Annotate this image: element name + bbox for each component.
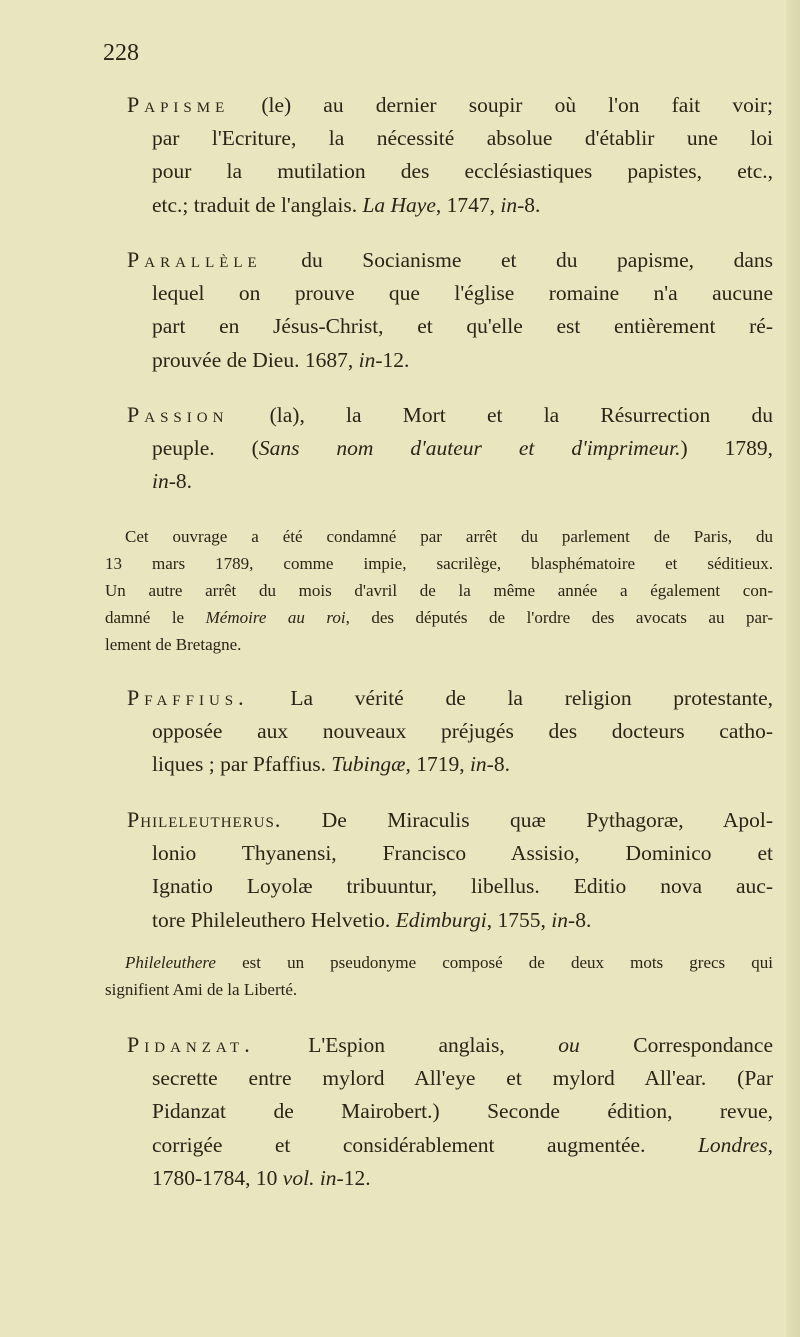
text-segment: , 1719, — [405, 752, 470, 776]
entry-headword: Pidanzat. — [127, 1032, 255, 1057]
text-line — [127, 398, 773, 431]
text-line — [152, 432, 773, 465]
text-line — [127, 88, 773, 121]
text-line — [127, 1028, 773, 1061]
text-segment: Pidanzat de Mairobert.) Seconde édition, revue, — [152, 1099, 773, 1123]
text-line — [127, 681, 773, 714]
text-segment: est un pseudonyme composé de deux mots grecs qui — [215, 953, 773, 972]
text-segment: La vérité de la religion protestante, — [248, 686, 773, 710]
text-line — [152, 1062, 773, 1095]
italic-text: Phileleuthere — [125, 953, 216, 972]
text-segment: liques ; par Pfaffius. — [152, 752, 332, 776]
entry-headword: Papisme — [127, 92, 230, 117]
text-line — [152, 277, 773, 310]
italic-text: in — [500, 192, 518, 217]
text-segment: lement de Bretagne. — [105, 635, 242, 654]
text-line — [105, 604, 773, 631]
text-segment: Un autre arrêt du mois d'avril de la même année a également con- — [105, 581, 773, 600]
text-line — [105, 550, 773, 577]
text-segment: Cet ouvrage a été condamné par arrêt du parlement de Paris, du — [125, 527, 773, 546]
text-segment: , — [767, 1132, 773, 1157]
text-segment: damné le — [105, 608, 206, 627]
text-line — [127, 243, 773, 276]
entry-headword: Passion — [127, 402, 229, 427]
italic-text: in — [469, 752, 487, 776]
text-segment: Correspondance — [579, 1033, 773, 1057]
text-segment: corrigée et considérablement augmentée. — [152, 1132, 698, 1157]
text-line — [152, 122, 773, 155]
italic-text: in — [152, 469, 169, 493]
entry-headword: Parallèle — [127, 247, 262, 272]
text-segment: L'Espion anglais, — [254, 1033, 559, 1057]
text-segment: etc.; traduit de l'anglais. — [152, 192, 363, 217]
text-segment: -8. — [486, 752, 510, 776]
text-segment: lequel on prouve que l'église romaine n'a aucune — [152, 280, 773, 305]
text-segment: De Miraculis quæ Pythagoræ, Apol- — [281, 808, 773, 832]
italic-text: ou — [558, 1033, 580, 1057]
text-line — [127, 803, 773, 836]
text-segment: 13 mars 1789, comme impie, sacrilège, blasphématoire et séditieux. — [105, 554, 773, 573]
text-line — [152, 344, 773, 377]
page-number: 228 — [103, 40, 139, 66]
italic-text: Tubingæ — [331, 752, 406, 776]
text-line — [105, 631, 773, 658]
italic-text: in — [358, 347, 376, 372]
text-segment: ) 1789, — [680, 435, 773, 460]
text-line — [152, 310, 773, 343]
text-segment: -12. — [336, 1166, 371, 1190]
text-segment: , des députés de l'ordre des avocats au par- — [345, 608, 773, 627]
entry-headword: Pfaffius. — [127, 685, 249, 710]
italic-text: La Haye — [362, 192, 436, 217]
text-segment: (le) au dernier soupir où l'on fait voir; — [229, 93, 773, 117]
text-segment: 1780-1784, 10 — [152, 1166, 283, 1190]
text-segment: du Socianisme et du papisme, dans — [261, 248, 773, 272]
text-segment: (la), la Mort et la Résurrection du — [228, 403, 773, 427]
text-line — [152, 715, 773, 748]
text-line — [125, 523, 773, 550]
entry-headword: Phileleutherus. — [127, 807, 282, 832]
text-segment: par l'Ecriture, la nécessité absolue d'établir une loi — [152, 125, 773, 150]
italic-text: Mémoire au roi — [205, 608, 346, 627]
text-segment: secrette entre mylord All'eye et mylord All'ear. (Par — [152, 1065, 773, 1090]
text-line — [152, 1095, 773, 1128]
text-segment: -8. — [168, 469, 193, 493]
italic-text: vol. in — [282, 1166, 337, 1190]
italic-text: in — [551, 907, 569, 932]
text-segment: , 1747, — [435, 192, 501, 217]
text-line — [152, 870, 773, 903]
italic-text: Londres — [697, 1132, 768, 1157]
text-line — [152, 465, 773, 498]
text-segment: -12. — [375, 347, 410, 372]
text-segment: -8. — [517, 192, 541, 217]
text-line — [105, 976, 773, 1003]
text-segment: tore Phileleuthero Helvetio. — [152, 907, 396, 932]
text-line — [152, 155, 773, 188]
text-line — [152, 837, 773, 870]
text-segment: opposée aux nouveaux préjugés des docteurs catho- — [152, 718, 773, 743]
text-line — [105, 577, 773, 604]
text-segment: , 1755, — [486, 907, 552, 932]
text-segment: pour la mutilation des ecclésiastiques papistes, etc., — [152, 159, 773, 183]
text-segment: part en Jésus-Christ, et qu'elle est entièrement ré- — [152, 314, 773, 338]
text-segment: -8. — [568, 907, 592, 932]
text-line — [152, 189, 773, 222]
text-segment: peuple. ( — [152, 435, 259, 460]
italic-text: Sans nom d'auteur et d'imprimeur. — [258, 435, 681, 460]
text-line — [152, 1129, 773, 1162]
text-line — [152, 904, 773, 937]
italic-text: Edimburgi — [395, 907, 487, 932]
text-segment: Ignatio Loyolæ tribuuntur, libellus. Editio nova auc- — [152, 874, 773, 898]
text-line — [152, 748, 773, 781]
text-segment: signifient Ami de la Liberté. — [105, 980, 298, 999]
text-segment: prouvée de Dieu. 1687, — [152, 347, 359, 372]
text-line — [152, 1162, 773, 1195]
page-edge — [786, 0, 800, 1337]
text-segment: lonio Thyanensi, Francisco Assisio, Dominico et — [152, 840, 773, 865]
text-line — [125, 949, 773, 976]
